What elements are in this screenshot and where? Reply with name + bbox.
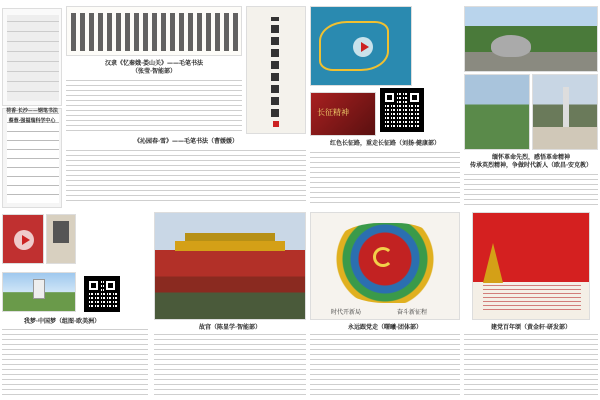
memorial-path-photo [464,74,530,150]
clerical-script-image [66,6,242,56]
party-emblem-icon [373,247,393,267]
body-text-block [464,334,598,398]
memorial-photo [2,272,76,312]
qr-code-icon[interactable] [84,276,120,312]
body-text-block [2,328,148,398]
body-text-block [66,78,242,134]
portrait-photo [46,214,76,264]
caption-forbidden-city: 故宫（陈显学·智能部） [198,324,262,331]
body-text-block [154,334,306,398]
china-map-artwork [310,212,460,320]
memorial-park-photo [464,6,598,72]
body-text-block [310,150,460,206]
caption-long-march: 红色长征路，重走长征路（刘扬·健康部） [329,140,441,147]
play-icon[interactable] [353,37,373,57]
caption-follow-party: 永远跟党走（曙曦·团体部） [347,324,423,331]
long-march-spirit-banner [310,92,376,136]
caption-new-era: 传承英烈精神，争做时代新人（欧昌·安克教） [469,162,593,169]
body-text-block [310,334,460,398]
body-text-block [464,172,598,208]
caption-author: 蔡蓉·强福瑞科学中心 [8,118,56,124]
caption-clerical-author: （张莹·智能部） [131,68,177,75]
party-centenary-artwork [472,212,590,320]
qr-code-icon[interactable] [380,88,424,132]
monument-photo [532,74,598,150]
body-text-block [66,148,306,204]
caption-clerical: 汉隶《忆秦娥·娄山关》——毛笔书法 [104,60,204,67]
play-icon[interactable] [14,230,34,250]
forbidden-city-photo [154,212,306,320]
seal-icon [273,121,279,127]
banner-text: 长征精神 [317,108,349,117]
caption-martyrs: 缅怀革命先烈，感悟革命精神 [491,154,570,161]
pen-calligraphy-image [2,8,62,106]
caption-qinyuanchun: 《沁园春·雪》——毛笔书法（曹媛媛） [133,138,239,145]
video-thumbnail[interactable] [2,214,44,264]
caption-centenary: 建党百年颂（黄金轩·研发部） [490,324,572,331]
caption-pen-calligraphy: 荷香·长沙——钢笔书法 [6,108,58,114]
long-march-map-video[interactable] [310,6,412,86]
caption-china-dream: 我梦·中国梦（组图·欧美洲） [23,318,101,325]
map-text-b: 奋斗新征程 [397,309,428,316]
hanging-scroll-image [246,6,306,134]
map-text-a: 时代开新局 [331,309,362,316]
